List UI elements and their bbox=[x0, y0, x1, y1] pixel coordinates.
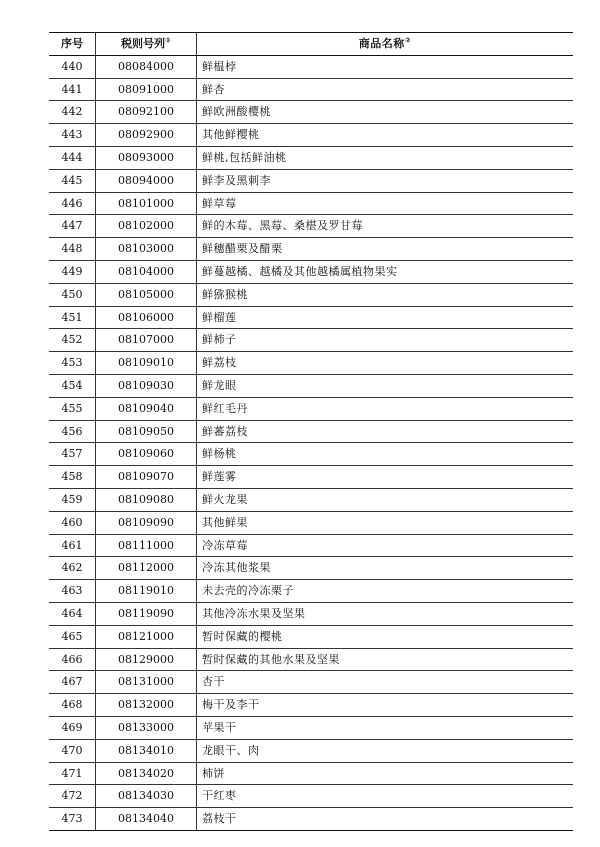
name-cell: 暂时保藏的樱桃 bbox=[197, 625, 574, 648]
table-row bbox=[49, 466, 573, 489]
code-cell: 08092100 bbox=[96, 101, 197, 124]
table-row bbox=[49, 785, 573, 808]
seq-cell: 466 bbox=[49, 648, 96, 671]
table-row bbox=[49, 352, 573, 375]
seq-cell: 453 bbox=[49, 352, 96, 375]
table-row bbox=[49, 580, 573, 603]
code-cell: 08119010 bbox=[96, 580, 197, 603]
code-cell: 08134040 bbox=[96, 808, 197, 831]
name-cell: 干红枣 bbox=[197, 785, 574, 808]
table-row bbox=[49, 716, 573, 739]
code-cell: 08084000 bbox=[96, 55, 197, 78]
name-cell: 鲜草莓 bbox=[197, 192, 574, 215]
name-cell: 鲜猕猴桃 bbox=[197, 283, 574, 306]
seq-cell: 469 bbox=[49, 716, 96, 739]
name-cell: 鲜杨桃 bbox=[197, 443, 574, 466]
name-cell: 鲜李及黑刺李 bbox=[197, 169, 574, 192]
table-row bbox=[49, 124, 573, 147]
code-cell: 08134020 bbox=[96, 762, 197, 785]
header-name-label: 商品名称 bbox=[358, 37, 405, 50]
name-cell: 暂时保藏的其他水果及坚果 bbox=[197, 648, 574, 671]
seq-cell: 457 bbox=[49, 443, 96, 466]
table-row bbox=[49, 306, 573, 329]
table-row bbox=[49, 101, 573, 124]
name-cell: 鲜红毛丹 bbox=[197, 397, 574, 420]
seq-cell: 449 bbox=[49, 260, 96, 283]
code-cell: 08109060 bbox=[96, 443, 197, 466]
name-cell: 苹果干 bbox=[197, 716, 574, 739]
seq-cell: 447 bbox=[49, 215, 96, 238]
seq-cell: 450 bbox=[49, 283, 96, 306]
name-cell: 冷冻草莓 bbox=[197, 534, 574, 557]
name-cell: 杏干 bbox=[197, 671, 574, 694]
header-name-footnote: ② bbox=[404, 36, 412, 45]
name-cell: 龙眼干、肉 bbox=[197, 739, 574, 762]
code-cell: 08103000 bbox=[96, 238, 197, 261]
name-cell: 其他鲜果 bbox=[197, 511, 574, 534]
name-cell: 鲜荔枝 bbox=[197, 352, 574, 375]
code-cell: 08091000 bbox=[96, 78, 197, 101]
code-cell: 08106000 bbox=[96, 306, 197, 329]
table-row bbox=[49, 648, 573, 671]
table-row bbox=[49, 146, 573, 169]
table-row bbox=[49, 602, 573, 625]
name-cell: 鲜欧洲酸樱桃 bbox=[197, 101, 574, 124]
name-cell: 鲜蔓越橘、越橘及其他越橘属植物果实 bbox=[197, 260, 574, 283]
code-cell: 08107000 bbox=[96, 329, 197, 352]
seq-cell: 462 bbox=[49, 557, 96, 580]
table-row bbox=[49, 374, 573, 397]
seq-cell: 451 bbox=[49, 306, 96, 329]
seq-cell: 470 bbox=[49, 739, 96, 762]
table-row bbox=[49, 283, 573, 306]
table-row bbox=[49, 238, 573, 261]
name-cell: 荔枝干 bbox=[197, 808, 574, 831]
table-header bbox=[49, 33, 573, 56]
name-cell: 其他鲜樱桃 bbox=[197, 124, 574, 147]
code-cell: 08119090 bbox=[96, 602, 197, 625]
name-cell: 柿饼 bbox=[197, 762, 574, 785]
code-cell: 08111000 bbox=[96, 534, 197, 557]
seq-cell: 460 bbox=[49, 511, 96, 534]
name-cell: 冷冻其他浆果 bbox=[197, 557, 574, 580]
table-row bbox=[49, 420, 573, 443]
table-row bbox=[49, 694, 573, 717]
table-body bbox=[49, 55, 573, 830]
code-cell: 08109040 bbox=[96, 397, 197, 420]
name-cell: 鲜柿子 bbox=[197, 329, 574, 352]
code-cell: 08121000 bbox=[96, 625, 197, 648]
seq-cell: 472 bbox=[49, 785, 96, 808]
seq-cell: 440 bbox=[49, 55, 96, 78]
seq-cell: 467 bbox=[49, 671, 96, 694]
name-cell: 鲜龙眼 bbox=[197, 374, 574, 397]
seq-cell: 443 bbox=[49, 124, 96, 147]
code-cell: 08109030 bbox=[96, 374, 197, 397]
name-cell: 鲜榴莲 bbox=[197, 306, 574, 329]
code-cell: 08109080 bbox=[96, 488, 197, 511]
code-cell: 08102000 bbox=[96, 215, 197, 238]
seq-cell: 458 bbox=[49, 466, 96, 489]
table-row bbox=[49, 534, 573, 557]
seq-cell: 464 bbox=[49, 602, 96, 625]
seq-cell: 471 bbox=[49, 762, 96, 785]
name-cell: 鲜莲雾 bbox=[197, 466, 574, 489]
name-cell: 鲜的木莓、黑莓、桑椹及罗甘莓 bbox=[197, 215, 574, 238]
name-cell: 鲜杏 bbox=[197, 78, 574, 101]
seq-cell: 452 bbox=[49, 329, 96, 352]
table-row bbox=[49, 78, 573, 101]
table-row bbox=[49, 397, 573, 420]
tariff-table bbox=[49, 32, 573, 831]
seq-cell: 456 bbox=[49, 420, 96, 443]
table-row bbox=[49, 169, 573, 192]
seq-cell: 448 bbox=[49, 238, 96, 261]
table-row bbox=[49, 260, 573, 283]
table-row bbox=[49, 808, 573, 831]
code-cell: 08134010 bbox=[96, 739, 197, 762]
code-cell: 08109050 bbox=[96, 420, 197, 443]
name-cell: 其他冷冻水果及坚果 bbox=[197, 602, 574, 625]
name-cell: 鲜榅桲 bbox=[197, 55, 574, 78]
table-row bbox=[49, 739, 573, 762]
seq-cell: 454 bbox=[49, 374, 96, 397]
seq-cell: 465 bbox=[49, 625, 96, 648]
seq-cell: 445 bbox=[49, 169, 96, 192]
table-row bbox=[49, 192, 573, 215]
table-row bbox=[49, 762, 573, 785]
header-seq bbox=[49, 33, 96, 56]
code-cell: 08094000 bbox=[96, 169, 197, 192]
seq-cell: 444 bbox=[49, 146, 96, 169]
name-cell: 鲜桃,包括鲜油桃 bbox=[197, 146, 574, 169]
seq-cell: 461 bbox=[49, 534, 96, 557]
name-cell: 梅干及李干 bbox=[197, 694, 574, 717]
code-cell: 08112000 bbox=[96, 557, 197, 580]
code-cell: 08134030 bbox=[96, 785, 197, 808]
seq-cell: 473 bbox=[49, 808, 96, 831]
seq-cell: 446 bbox=[49, 192, 96, 215]
table-row bbox=[49, 625, 573, 648]
code-cell: 08092900 bbox=[96, 124, 197, 147]
code-cell: 08105000 bbox=[96, 283, 197, 306]
header-name bbox=[197, 33, 574, 56]
code-cell: 08133000 bbox=[96, 716, 197, 739]
seq-cell: 463 bbox=[49, 580, 96, 603]
table-row bbox=[49, 55, 573, 78]
code-cell: 08104000 bbox=[96, 260, 197, 283]
name-cell: 未去壳的冷冻栗子 bbox=[197, 580, 574, 603]
table-row bbox=[49, 671, 573, 694]
header-code-label: 税则号列 bbox=[121, 37, 166, 50]
table-row bbox=[49, 511, 573, 534]
name-cell: 鲜火龙果 bbox=[197, 488, 574, 511]
table-row bbox=[49, 488, 573, 511]
name-cell: 鲜穗醋栗及醋栗 bbox=[197, 238, 574, 261]
seq-cell: 455 bbox=[49, 397, 96, 420]
code-cell: 08109010 bbox=[96, 352, 197, 375]
table-row bbox=[49, 557, 573, 580]
table-row bbox=[49, 329, 573, 352]
seq-cell: 442 bbox=[49, 101, 96, 124]
seq-cell: 459 bbox=[49, 488, 96, 511]
code-cell: 08101000 bbox=[96, 192, 197, 215]
header-row bbox=[49, 33, 573, 56]
code-cell: 08109070 bbox=[96, 466, 197, 489]
seq-cell: 441 bbox=[49, 78, 96, 101]
name-cell: 鲜蕃荔枝 bbox=[197, 420, 574, 443]
table-row bbox=[49, 215, 573, 238]
header-code-footnote: ① bbox=[165, 36, 171, 45]
code-cell: 08109090 bbox=[96, 511, 197, 534]
code-cell: 08129000 bbox=[96, 648, 197, 671]
header-seq-label: 序号 bbox=[61, 37, 83, 50]
code-cell: 08093000 bbox=[96, 146, 197, 169]
seq-cell: 468 bbox=[49, 694, 96, 717]
header-code bbox=[96, 33, 197, 56]
code-cell: 08131000 bbox=[96, 671, 197, 694]
table-row bbox=[49, 443, 573, 466]
code-cell: 08132000 bbox=[96, 694, 197, 717]
